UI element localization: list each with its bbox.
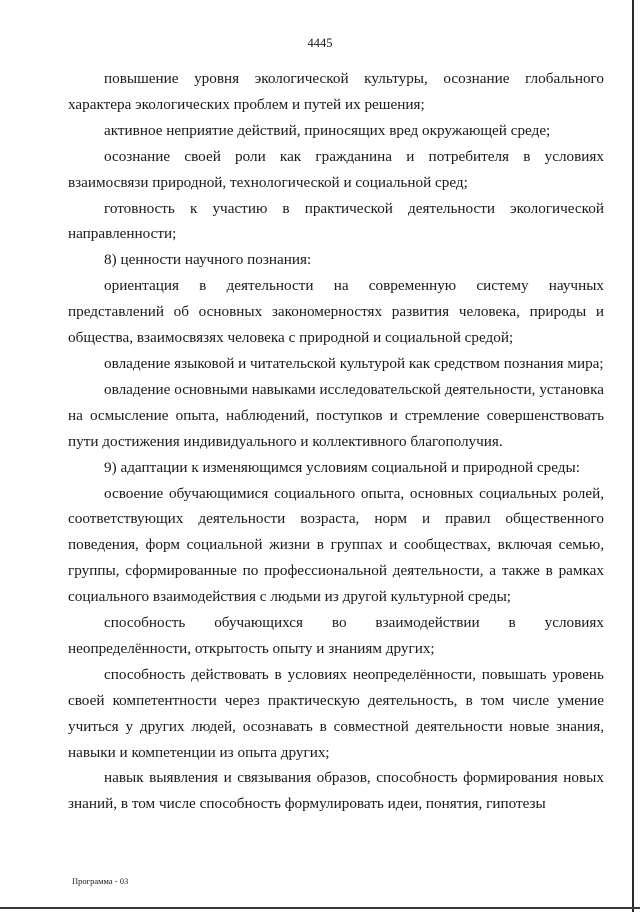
section-heading-9: 9) адаптации к изменяющимся условиям социальной и природной среды:: [104, 458, 580, 476]
paragraph: повышение уровня экологической культуры, осознание глобального характера экологических проблем и путей их решения;: [68, 70, 604, 113]
paragraph: ориентация в деятельности на современную систему научных представлений об основных закономерностях развития человека, природы и общества, взаимосвязях человека с природной и социальной средой;: [68, 277, 604, 347]
paragraph: готовность к участию в практической деятельности экологической направленности;: [68, 199, 604, 243]
paragraph: осознание своей роли как гражданина и потребителя в условиях взаимосвязи природной, технологической и социальной сред;: [68, 147, 604, 191]
paragraph: активное неприятие действий, приносящих вред окружающей среде;: [104, 121, 551, 139]
section-heading-8: 8) ценности научного познания:: [104, 251, 312, 269]
footer-label: Программа - 03: [72, 876, 129, 886]
paragraph: способность обучающихся во взаимодействии в условиях неопределённости, открытость опыту и знаниям других;: [68, 614, 604, 657]
paragraph: навык выявления и связывания образов, способность формирования новых знаний, в том числе способность формулировать идеи, понятия, гипотезы: [68, 769, 604, 813]
paragraph: способность действовать в условиях неопределённости, повышать уровень своей компетентности через практическую деятельность, в том числе умение учиться у других людей, осознавать в совместной деятельности новые знания, навыки и компетенции из опыта других;: [68, 665, 604, 761]
page-edge-right: [632, 0, 634, 912]
page-edge-bottom: [0, 907, 640, 909]
paragraph: овладение языковой и читательской культурой как средством познания мира;: [104, 354, 604, 372]
paragraph: освоение обучающимися социального опыта, основных социальных ролей, соответствующих деятельности возраста, норм и правил общественного поведения, форм социальной жизни в группах и сообществах, включая семью, группы, сформированные по профессиональной деятельности, а также в рамках социального взаимодействия с людьми из другой культурной среды;: [68, 484, 604, 606]
paragraph: овладение основными навыками исследовательской деятельности, установка на осмысление опыта, наблюдений, поступков и стремление совершенствовать пути достижения индивидуального и коллективного благополучия.: [68, 380, 604, 450]
page-number: 4445: [307, 36, 333, 50]
document-body: [68, 66, 604, 817]
